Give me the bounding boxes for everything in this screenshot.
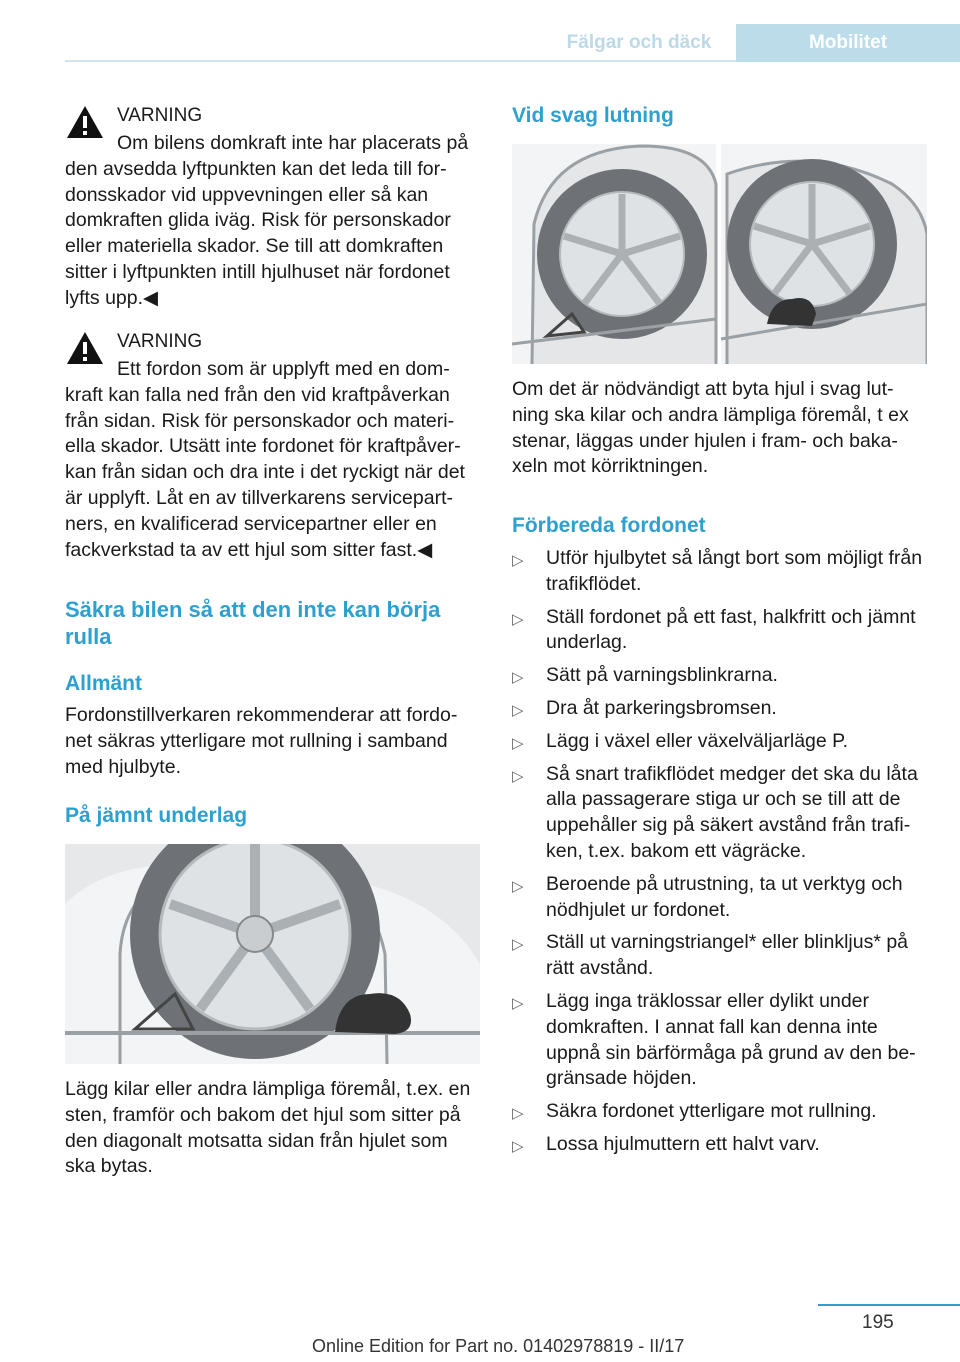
bullet-triangle-icon: ▷ (512, 767, 524, 785)
list-item: ▷ Lossa hjulmuttern ett halvt varv. (512, 1132, 927, 1158)
edition-footer: Online Edition for Part no. 01402978819 - II/17 (312, 1336, 685, 1356)
level-ground-caption: Lägg kilar eller andra lämpliga föremål, t.ex. en sten, framför och bakom det hjul som sitter på den diagonalt motsatta sidan från hjulet som ska bytas. (65, 1078, 471, 1178)
tab-mobility[interactable]: Mobilitet (736, 24, 960, 62)
warning-title: VARNING (117, 331, 203, 352)
list-item: ▷ Säkra fordonet ytterligare mot rullning. (512, 1099, 927, 1125)
bullet-triangle-icon: ▷ (512, 994, 524, 1012)
warning-title: VARNING (117, 105, 203, 126)
bullet-triangle-icon: ▷ (512, 936, 524, 954)
list-item: ▷ Ställ fordonet på ett fast, halkfritt och jämnt underlag. (512, 605, 916, 654)
subheading-level-ground: På jämnt underlag (65, 804, 248, 827)
bullet-triangle-icon: ▷ (512, 669, 524, 687)
warning-text: Om bilens domkraft inte har placerats på den avsedda lyftpunkten kan det leda till for‐donsskador vid uppvevningen eller så kan domkraften glida iväg. Risk för personskador eller materiella skador. Se till att domkraften sitter i lyftpunkten intill hjulhuset när fordonet lyfts upp.◀ (65, 132, 469, 309)
bullet-triangle-icon: ▷ (512, 1137, 524, 1155)
list-item: ▷ Beroende på utrustning, ta ut verktyg och nödhjulet ur fordonet. (512, 872, 903, 921)
section-heading-secure-vehicle: Säkra bilen så att den inte kan börja rulla (65, 597, 441, 649)
warning-block-jack-position (65, 104, 480, 312)
general-text: Fordonstillverkaren rekommenderar att fordo‐net säkras ytterligare mot rullning i samband med hjulbyte. (65, 704, 458, 778)
bullet-triangle-icon: ▷ (512, 552, 524, 569)
warning-triangle-icon (65, 104, 105, 140)
subheading-prepare-vehicle: Förbereda fordonet (512, 514, 706, 537)
tab-rims-and-tires[interactable]: Fälgar och däck (566, 32, 712, 53)
list-item: ▷ Sätt på varningsblinkrarna. (512, 663, 927, 689)
bullet-triangle-icon: ▷ (512, 610, 524, 628)
bullet-triangle-icon: ▷ (512, 734, 524, 752)
page-number: 195 (862, 1312, 894, 1333)
prepare-steps-list (512, 546, 927, 1165)
subheading-general: Allmänt (65, 672, 143, 695)
list-item: ▷ Ställ ut varningstriangel* eller blinkljus* på rätt avstånd. (512, 931, 909, 980)
footer-rule (818, 1304, 960, 1306)
bullet-triangle-icon: ▷ (512, 1105, 524, 1123)
bullet-triangle-icon: ▷ (512, 701, 524, 719)
list-item: ▷ Lägg i växel eller växelväljarläge P. (512, 729, 927, 755)
list-item: ▷ Utför hjulbytet så långt bort som möjligt från trafikflödet. (512, 547, 923, 595)
list-item: ▷ Dra åt parkeringsbromsen. (512, 696, 927, 722)
warning-text: Ett fordon som är upplyft med en dom‐kraft kan falla ned från den vid kraftpåverkan från sidan. Risk för personskador och materi‐ella skador. Utsätt inte fordonet för kraftpåver‐kan från sidan och dra inte i det ryckigt när det är upplyft. Låt en av tillverkarens servicepart‐ners, en kvalificerad servicepartner eller en fackverkstad ta av ett hjul som sitter fast.◀ (65, 358, 465, 561)
list-item: ▷ Lägg inga träklossar eller dylikt under domkraften. I annat fall kan denna inte uppnå sin bärförmåga på grund av den be‐gränsade höjden. (512, 989, 916, 1090)
subheading-slight-slope: Vid svag lutning (512, 104, 674, 127)
bullet-triangle-icon: ▷ (512, 877, 524, 895)
list-item: ▷ Så snart trafikflödet medger det ska du låta alla passagerare stiga ur och se till att de uppehåller sig på säkert avstånd från trafi‐ken, t.ex. bakom ett vägräcke. (512, 762, 918, 862)
warning-triangle-icon (65, 330, 105, 366)
slope-caption: Om det är nödvändigt att byta hjul i svag lut‐ning ska kilar och andra lämpliga föremål, t ex stenar, läggas under hjulen i fram- och baka‐xeln mot körriktningen. (512, 378, 909, 478)
level-ground-wheel-illustration (65, 844, 480, 1064)
warning-block-lateral-force (65, 330, 480, 563)
slope-wheel-illustration (512, 144, 927, 364)
